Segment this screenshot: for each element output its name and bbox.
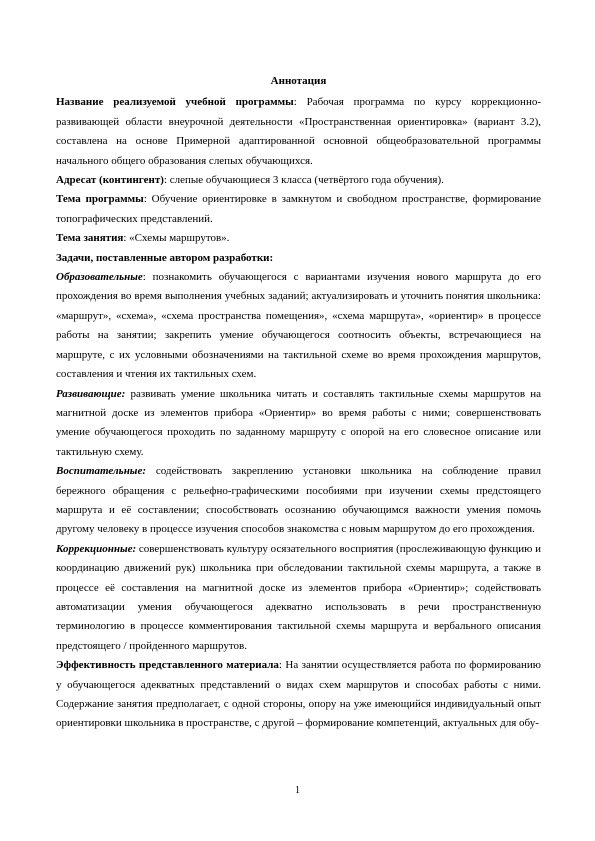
developmental-paragraph xyxy=(56,385,541,463)
document-body xyxy=(56,72,541,734)
effectiveness-text: : На занятии осуществляется работа по формированию у обучающегося адекватных представлений о видах схем маршрутов и способах работы с ними. Содержание занятия предполагает, с одной стороны, опору на уже имеющийся индивидуальный опыт ориентировки школьника в пространстве, с другой – формирование компетенций, актуальных для обу- xyxy=(56,659,541,730)
program-paragraph xyxy=(56,93,541,171)
topic-paragraph xyxy=(56,190,541,229)
lesson-text: : «Схемы маршрутов». xyxy=(123,232,230,245)
correctional-paragraph xyxy=(56,540,541,656)
addressee-label: Адресат (контингент) xyxy=(56,174,164,187)
upbringing-text: содействовать закреплению установки школьника на соблюдение правил бережного обращения с рельефно-графическими пособиями при изучении схемы предстоящего маршрута и её составлении; способствовать осознанию обучающимся важности умения помочь другому человеку в процессе изучения способов знакомства с новым маршрутом до его прохождения. xyxy=(56,465,541,536)
tasks-heading: Задачи, поставленные автором разработки: xyxy=(56,251,274,264)
upbringing-label: Воспитательные: xyxy=(56,465,146,478)
addressee-text: : слепые обучающиеся 3 класса (четвёртого года обучения). xyxy=(163,174,444,187)
program-label: Название реализуемой учебной программы xyxy=(56,96,294,109)
developmental-label: Развивающие: xyxy=(56,387,126,400)
effectiveness-paragraph xyxy=(56,656,541,734)
topic-text: : Обучение ориентировке в замкнутом и свободном пространстве, формирование топографических представлений. xyxy=(56,193,541,225)
addressee-paragraph xyxy=(56,171,541,190)
program-text: : Рабочая программа по курсу коррекционно-развивающей области внеурочной деятельности «Пространственная ориентировка» (вариант 3.2), составлена на основе Примерной адаптированной основной общеобразовательной программы начального общего образования слепых обучающихся. xyxy=(56,96,541,167)
educational-text: : познакомить обучающегося с вариантами изучения нового маршрута до его прохождения во время выполнения учебных заданий; актуализировать и уточнить понятия школьника: «маршрут», «схема», «схема пространства помещения», «схема маршрута», «ориентир» в процессе работы на занятии; закрепить умение обучающегося соотносить объекты, встречающиеся на маршруте, с их условными обозначениями на тактильной схеме во время прохождения маршрутов, составления и чтения их тактильных схем. xyxy=(56,271,541,381)
lesson-paragraph xyxy=(56,229,541,248)
correctional-label: Коррекционные: xyxy=(56,542,137,555)
educational-label: Образовательные xyxy=(56,271,143,284)
lesson-label: Тема занятия xyxy=(56,232,124,245)
document-title: Аннотация xyxy=(270,75,327,87)
developmental-text: развивать умение школьника читать и составлять тактильные схемы маршрутов на магнитной доске из элементов прибора «Ориентир» во время работы с ними; совершенствовать умение обучающегося проходить по заданному маршруту с опорой на его словесное описание или тактильную схему. xyxy=(56,387,541,458)
page-number: 1 xyxy=(295,785,300,796)
topic-label: Тема программы xyxy=(56,193,144,206)
upbringing-paragraph xyxy=(56,462,541,540)
correctional-text: совершенствовать культуру осязательного восприятия (прослеживающую функцию и координацию движений рук) школьника при обследовании тактильной схемы маршрута, а также в процессе её составления на магнитной доске из элементов прибора «Ориентир»; содействовать автоматизации умения обучающегося адекватно использовать в речи пространственную терминологию в процессе комментирования тактильной схемы маршрута и вербального описания предстоящего / пройденного маршрутов. xyxy=(56,542,541,652)
effectiveness-label: Эффективность представленного материала xyxy=(56,659,279,672)
educational-paragraph xyxy=(56,268,541,384)
